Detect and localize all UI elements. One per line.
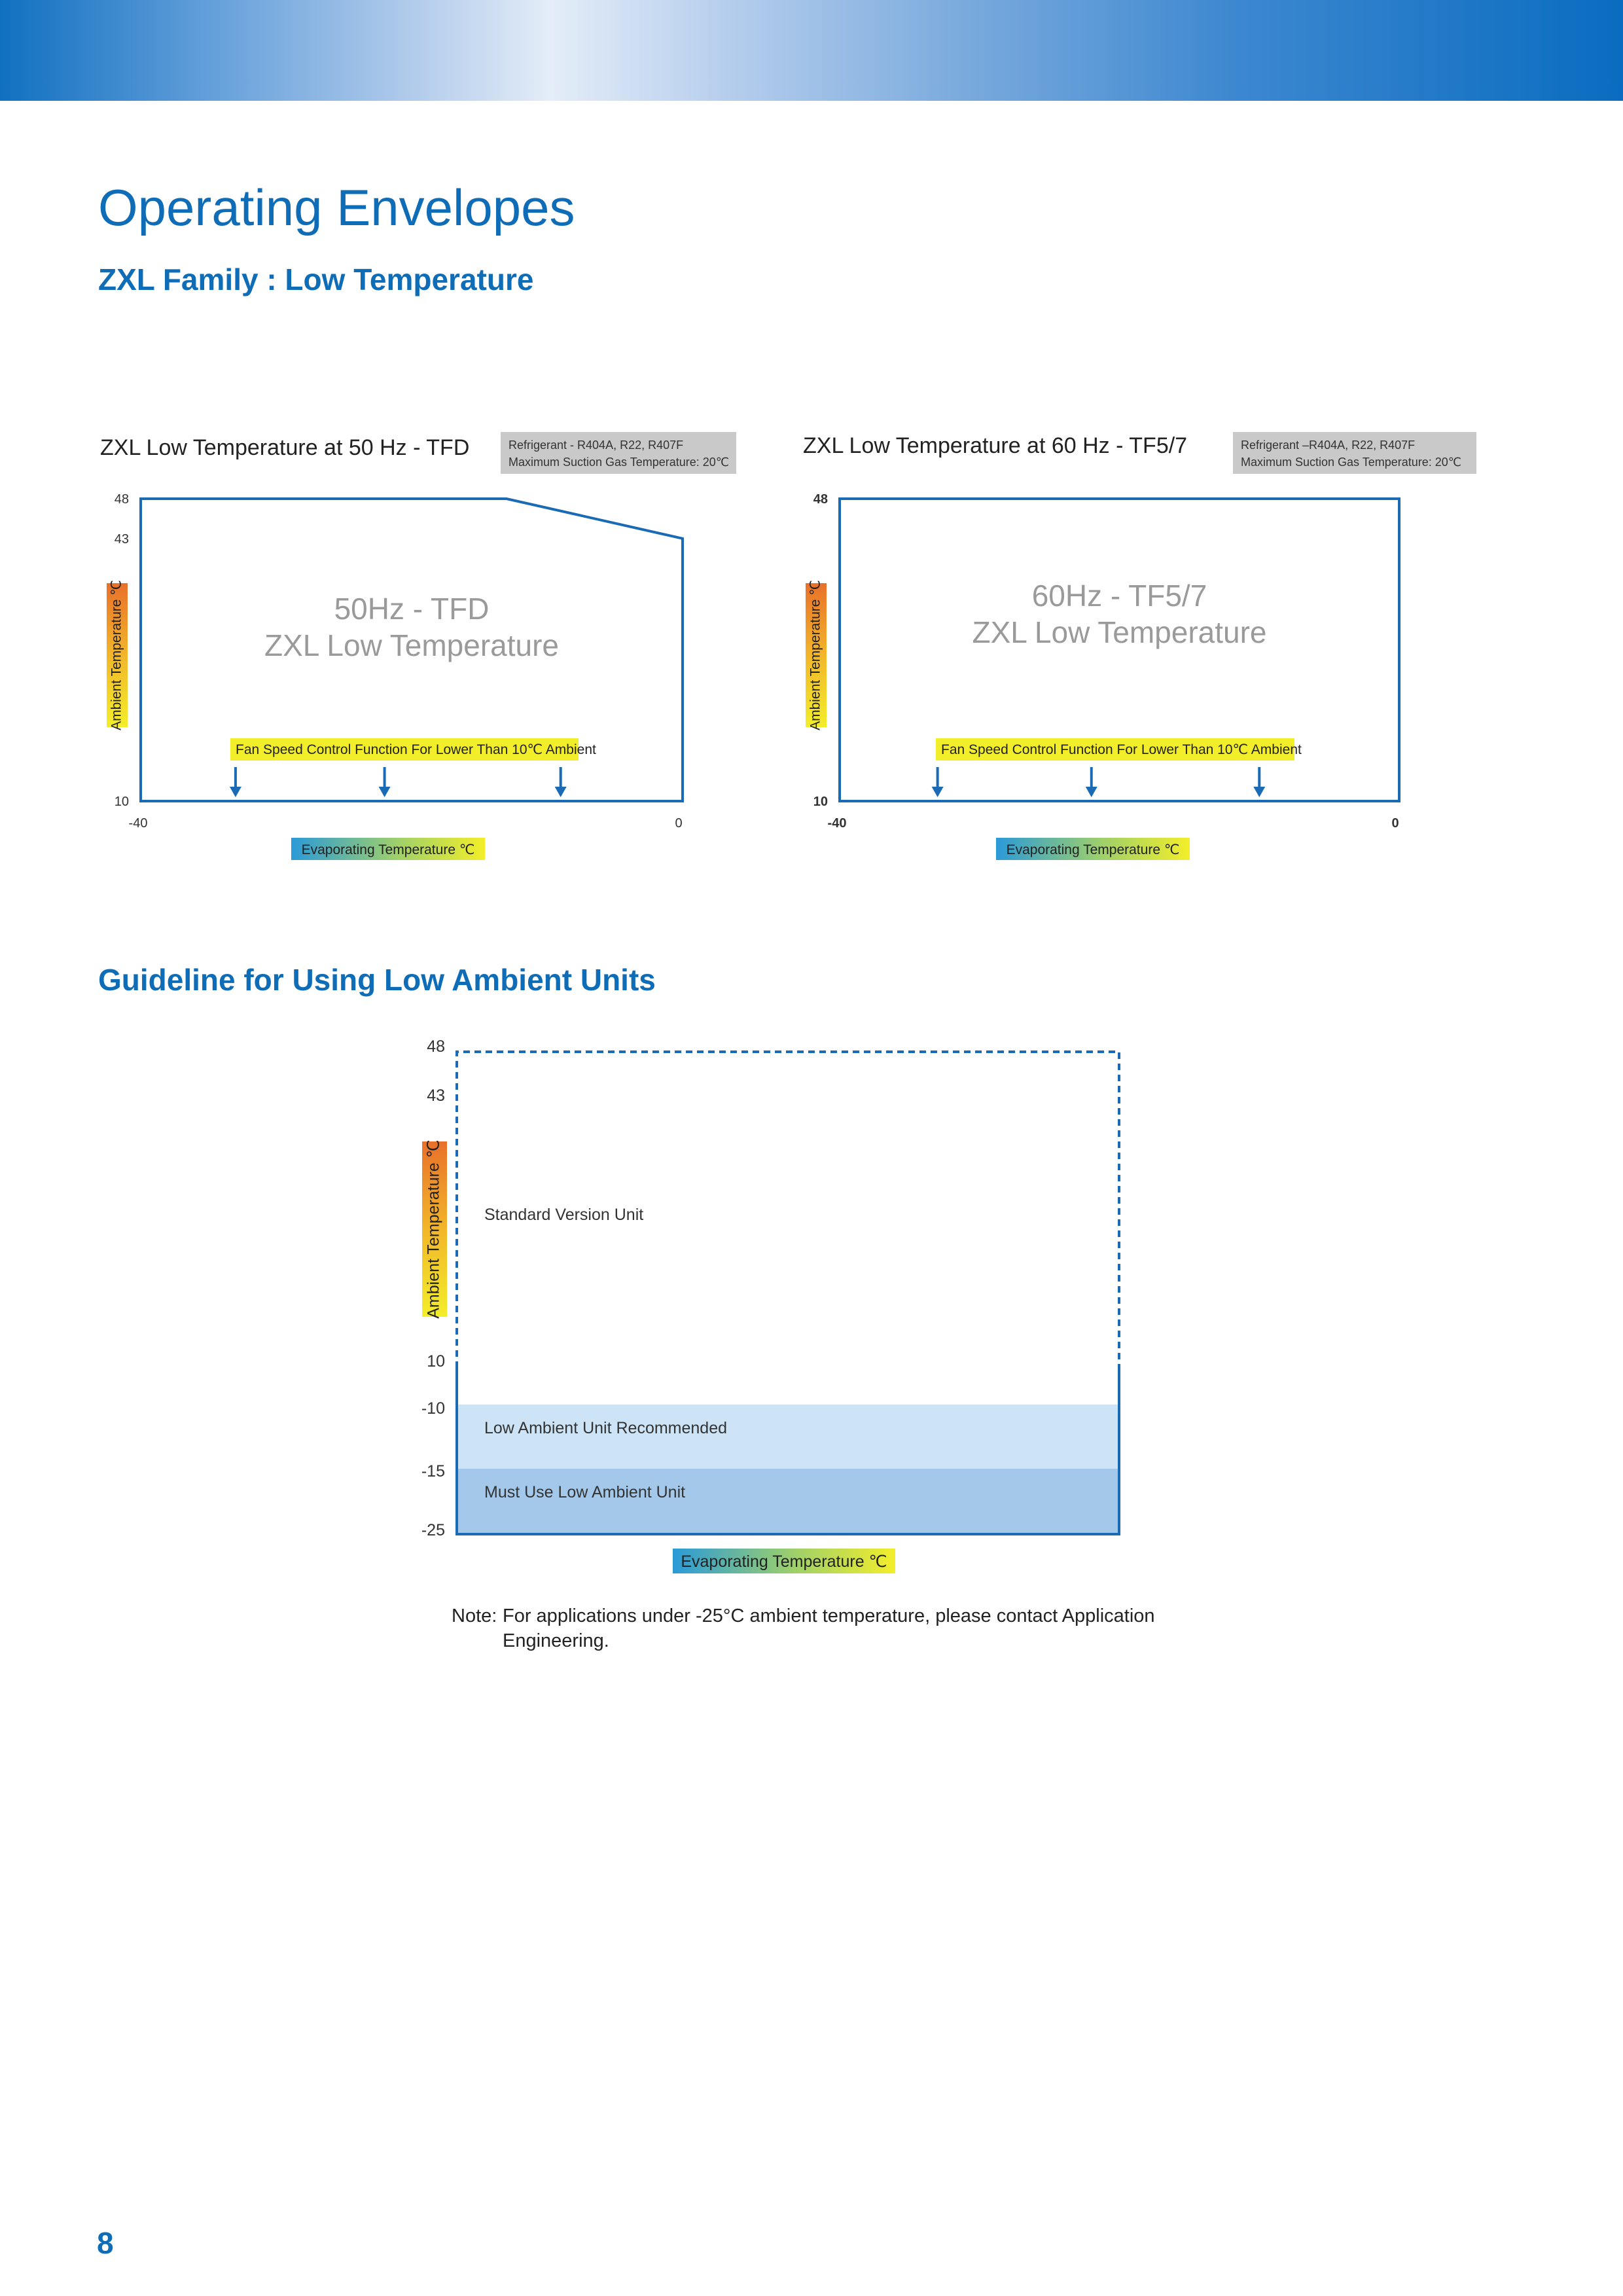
info-box-line: Refrigerant - R404A, R22, R407F [508,439,684,452]
fan-arrow-head [932,787,944,797]
y-axis-label: Ambient Temperature ℃ [109,580,124,730]
y-tick-label: -25 [421,1521,445,1539]
y-axis-label: Ambient Temperature ℃ [424,1139,443,1319]
annotation-label: Fan Speed Control Function For Lower Than 10℃ Ambient [941,742,1302,757]
y-tick-label: -10 [421,1399,445,1418]
y-tick-label: 43 [427,1086,445,1105]
fan-arrow-head [1086,787,1097,797]
zone-label-must-use: Must Use Low Ambient Unit [484,1483,686,1501]
section-subtitle: ZXL Family : Low Temperature [98,262,534,296]
chart-title: ZXL Low Temperature at 50 Hz - TFD [100,435,470,460]
y-tick-label: 10 [813,795,828,809]
chart-guideline [421,1037,1119,1573]
fan-arrow-head [379,787,391,797]
x-axis-label: Evaporating Temperature ℃ [301,842,475,857]
chart-60hz [803,432,1476,860]
x-axis-label: Evaporating Temperature ℃ [1006,842,1180,857]
y-tick-label: 48 [813,492,828,507]
watermark-line: 50Hz - TFD [334,592,490,626]
y-tick-label: 10 [427,1352,445,1371]
y-axis-label: Ambient Temperature ℃ [808,580,823,730]
fan-arrow-head [230,787,241,797]
x-tick-label: -40 [827,816,847,831]
section-guideline-title: Guideline for Using Low Ambient Units [98,963,656,997]
x-axis-label: Evaporating Temperature ℃ [681,1552,887,1571]
y-tick-label: -15 [421,1462,445,1480]
zone-label-standard: Standard Version Unit [484,1206,644,1224]
page-title: Operating Envelopes [98,179,575,236]
y-tick-label: 10 [114,795,129,809]
zone-label-recommended: Low Ambient Unit Recommended [484,1419,728,1437]
y-tick-label: 48 [114,492,129,507]
y-tick-label: 48 [427,1037,445,1056]
x-tick-label: -40 [128,816,148,831]
info-box-line: Maximum Suction Gas Temperature: 20℃ [1241,456,1462,469]
note-label: Note: [452,1605,497,1626]
zone-must-use [457,1469,1119,1534]
watermark-line: ZXL Low Temperature [972,615,1267,649]
page-number: 8 [97,2226,114,2260]
info-box-line: Maximum Suction Gas Temperature: 20℃ [508,456,730,469]
x-tick-label: 0 [1391,816,1399,831]
watermark-line: 60Hz - TF5/7 [1031,579,1207,613]
chart-50hz [100,432,736,860]
x-tick-label: 0 [675,816,683,831]
note-text: For applications under -25°C ambient temperature, please contact Application Engineering. [503,1605,1155,1651]
fan-arrow-head [1253,787,1265,797]
watermark-line: ZXL Low Temperature [264,628,560,662]
fan-arrow-head [555,787,567,797]
annotation-label: Fan Speed Control Function For Lower Than 10℃ Ambient [236,742,596,757]
info-box-line: Refrigerant –R404A, R22, R407F [1241,439,1416,452]
chart-title: ZXL Low Temperature at 60 Hz - TF5/7 [803,433,1188,458]
y-tick-label: 43 [114,531,129,547]
